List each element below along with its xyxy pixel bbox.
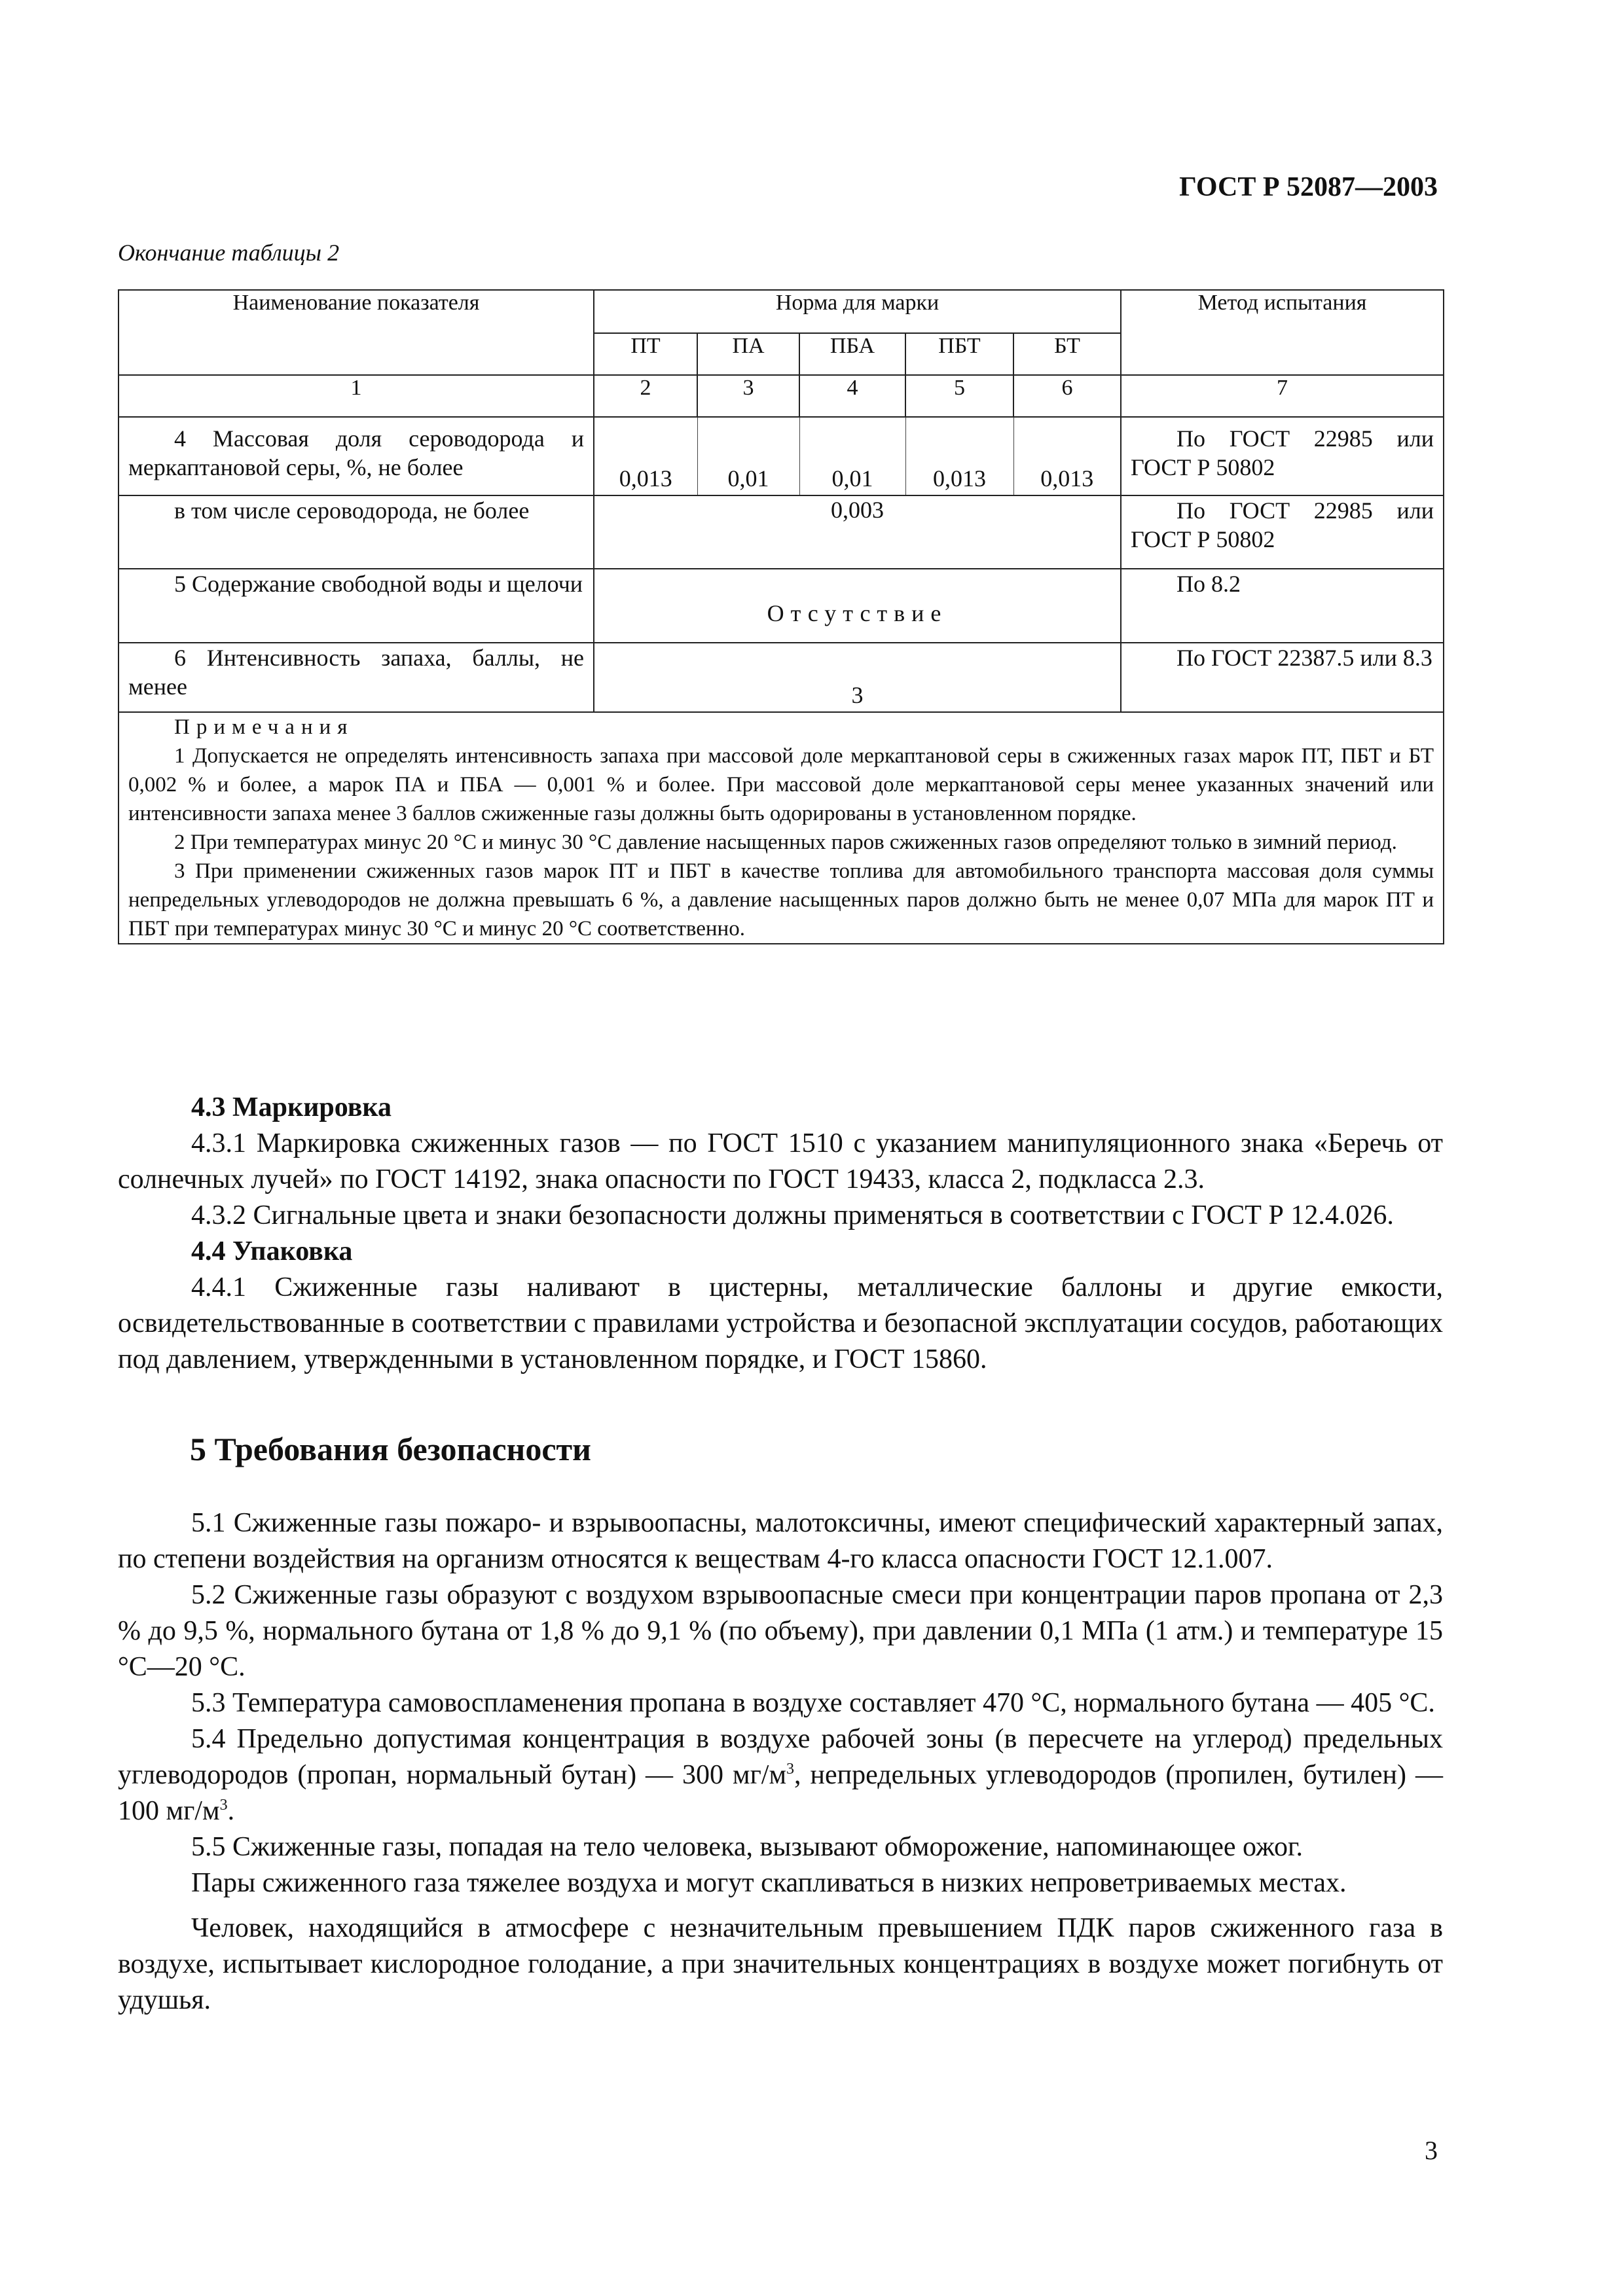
row-value: 0,013 — [1013, 417, 1121, 495]
paragraph: Человек, находящийся в атмосфере с незначительным превышением ПДК паров сжиженного газа в воздухе, испытывает кислородное голодание, а при значительных концентрациях в воздухе может погибнуть от удушья. — [118, 1913, 1443, 2015]
text-part: 5.4 Предельно допустимая концентрация в воздухе рабочей зоны (в пересчете на углерод) предельных углеводородов (пропан, нормальный бутан) — 300 мг/м — [118, 1724, 1443, 1790]
section-title-safety: 5 Требования безопасности — [190, 1431, 591, 1467]
paragraph: 4.3.1 Маркировка сжиженных газов — по ГОСТ 1510 с указанием манипуляционного знака «Беречь от солнечных лучей» по ГОСТ 14192, знака опасности по ГОСТ 19433, класса 2, подкласса 2.3. — [118, 1128, 1443, 1194]
notes-title: Примечания — [174, 715, 354, 739]
row-value: 0,01 — [697, 417, 799, 495]
column-number: 5 — [905, 375, 1013, 417]
heading-packaging: 4.4 Упаковка — [191, 1236, 353, 1266]
row-name: 4 Массовая доля сероводорода и меркаптановой серы, %, не более — [119, 417, 594, 495]
column-numbers-row — [119, 375, 1444, 417]
row-name: 5 Содержание свободной воды и щелочи — [119, 569, 594, 643]
row-method: По ГОСТ 22985 или ГОСТ Р 50802 — [1121, 417, 1444, 495]
section-5-body — [118, 1505, 1443, 2018]
note-item: 3 При применении сжиженных газов марок ПТ и ПБТ в качестве топлива для автомобильного транспорта массовая доля суммы непредельных углеводородов не должна превышать 6 %, а давление насыщенных паров должно быть не менее 0,07 МПа для марок ПТ и ПБТ при температурах минус 30 °С и минус 20 °С соответственно. — [128, 859, 1434, 941]
header-norm: Норма для марки — [594, 290, 1121, 333]
column-number: 4 — [799, 375, 905, 417]
column-number: 3 — [697, 375, 799, 417]
note-item: 2 При температурах минус 20 °С и минус 30 °С давление насыщенных паров сжиженных газов определяют только в зимний период. — [174, 831, 1397, 854]
column-number: 2 — [594, 375, 697, 417]
superscript: 3 — [219, 1797, 228, 1814]
row-value: 0,013 — [594, 417, 697, 495]
paragraph: 5.3 Температура самовоспламенения пропана в воздухе составляет 470 °С, нормального бутана — 405 °С. — [191, 1688, 1435, 1718]
text-part: , непредельных углеводородов (пропилен, бутилен) — 100 мг/м — [118, 1760, 1443, 1826]
row-method: По ГОСТ 22387.5 или 8.3 — [1121, 643, 1444, 712]
page-number: 3 — [1425, 2136, 1438, 2165]
paragraph-5-4 — [118, 1721, 1443, 1829]
standard-header: ГОСТ Р 52087—2003 — [1179, 172, 1438, 202]
row-value: 0,01 — [799, 417, 905, 495]
paragraph: 5.5 Сжиженные газы, попадая на тело человека, вызывают обморожение, напоминающее ожог. — [191, 1832, 1303, 1862]
header-grade: ПА — [697, 333, 799, 375]
table-row — [119, 569, 1444, 643]
row-value: Отсутствие — [594, 569, 1121, 643]
paragraph: 5.1 Сжиженные газы пожаро- и взрывоопасны, малотоксичны, имеют специфический характерный запах, по степени воздействия на организм относятся к веществам 4-го класса опасности ГОСТ 12.1.007. — [118, 1508, 1443, 1574]
heading-marking: 4.3 Маркировка — [191, 1092, 392, 1122]
table-row — [119, 495, 1444, 569]
text-part: . — [227, 1796, 235, 1826]
section-4-3-4-4 — [118, 1090, 1443, 1378]
column-number: 7 — [1121, 375, 1444, 417]
row-method: По ГОСТ 22985 или ГОСТ Р 50802 — [1121, 495, 1444, 569]
header-test-method: Метод испытания — [1121, 290, 1444, 375]
paragraph: Пары сжиженного газа тяжелее воздуха и могут скапливаться в низких непроветриваемых местах. — [191, 1868, 1347, 1898]
row-method: По 8.2 — [1121, 569, 1444, 643]
header-grade: БТ — [1013, 333, 1121, 375]
column-number: 6 — [1013, 375, 1121, 417]
row-name: 6 Интенсивность запаха, баллы, не менее — [119, 643, 594, 712]
row-name: в том числе сероводорода, не более — [119, 495, 594, 569]
header-grade: ПБА — [799, 333, 905, 375]
header-grade: ПБТ — [905, 333, 1013, 375]
header-grade: ПТ — [594, 333, 697, 375]
specification-table — [118, 289, 1444, 944]
header-indicator-name: Наименование показателя — [119, 290, 594, 375]
row-value: 0,003 — [594, 495, 1121, 569]
superscript: 3 — [786, 1761, 795, 1778]
paragraph: 4.4.1 Сжиженные газы наливают в цистерны, металлические баллоны и другие емкости, освидетельствованные в соответствии с правилами устройства и безопасной эксплуатации сосудов, работающих под давлением, утвержденными в установленном порядке, и ГОСТ 15860. — [118, 1272, 1443, 1374]
table-row — [119, 417, 1444, 495]
paragraph: 4.3.2 Сигнальные цвета и знаки безопасности должны применяться в соответствии с ГОСТ Р 12.4.026. — [191, 1200, 1394, 1230]
table-notes — [119, 712, 1444, 944]
paragraph: 5.2 Сжиженные газы образуют с воздухом взрывоопасные смеси при концентрации паров пропана от 2,3 % до 9,5 %, нормального бутана от 1,8 % до 9,1 % (по объему), при давлении 0,1 МПа (1 атм.) и температуре 15 °С—20 °С. — [118, 1580, 1443, 1682]
table-caption: Окончание таблицы 2 — [118, 240, 340, 266]
table-row — [119, 643, 1444, 712]
column-number: 1 — [119, 375, 594, 417]
row-value: 0,013 — [905, 417, 1013, 495]
row-value: 3 — [594, 643, 1121, 712]
note-item: 1 Допускается не определять интенсивность запаха при массовой доле меркаптановой серы в сжиженных газах марок ПТ, ПБТ и БТ 0,002 % и более, а марок ПА и ПБА — 0,001 % и более. При массовой доле меркаптановой серы менее указанных значений или интенсивности запаха менее 3 баллов сжиженные газы должны быть одорированы в установленном порядке. — [128, 744, 1434, 825]
